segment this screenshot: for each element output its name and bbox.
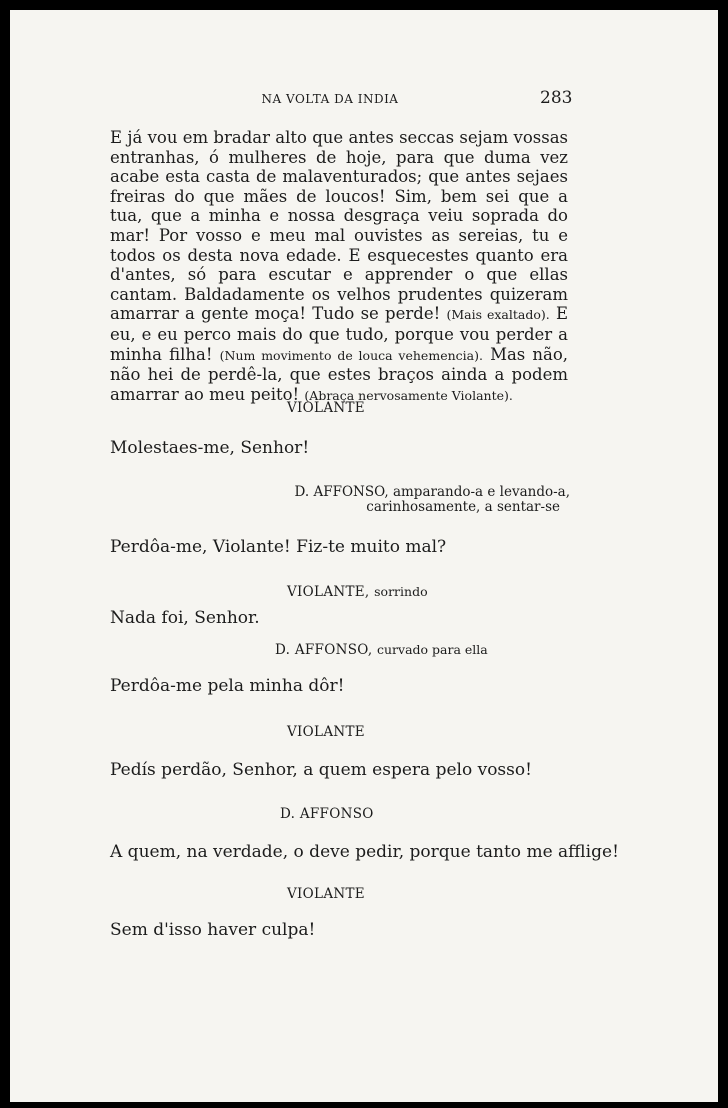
speaker-heading bbox=[280, 485, 570, 515]
speaker-heading bbox=[287, 584, 428, 600]
prose-paragraph bbox=[110, 128, 568, 405]
dialogue-line: Perdôa-me, Violante! Fiz-te muito mal? bbox=[110, 537, 447, 557]
speaker-heading bbox=[275, 642, 488, 658]
dialogue-line: Molestaes-me, Senhor! bbox=[110, 438, 310, 458]
book-page bbox=[10, 10, 718, 1102]
stage-direction: sorrindo bbox=[374, 584, 428, 599]
dialogue-line: A quem, na verdade, o deve pedir, porque tanto me afflige! bbox=[110, 842, 619, 862]
running-title: NA VOLTA DA INDIA bbox=[261, 92, 399, 106]
speaker-name: VIOLANTE bbox=[287, 886, 365, 902]
speaker-name: D. AFFONSO, bbox=[294, 484, 389, 500]
speaker-name: D. AFFONSO, bbox=[275, 642, 373, 658]
speaker-name: VIOLANTE bbox=[287, 400, 365, 416]
prose-text: E eu, e eu perco mais do que tudo, porque vou perder a minha filha! bbox=[110, 304, 569, 364]
prose-text: Mas não, não hei de perdê-la, que estes braços ainda a podem amarrar ao meu peito! bbox=[110, 344, 569, 404]
stage-direction: (Num movimento de louca vehemencia). bbox=[219, 347, 483, 363]
page-number: 283 bbox=[540, 88, 573, 108]
dialogue-line: Perdôa-me pela minha dôr! bbox=[110, 676, 345, 696]
prose-text: E já vou em bradar alto que antes seccas sejam vossas entranhas, ó mulheres de hoje, para que duma vez acabe esta casta de malaventurados; que antes sejaes freiras do que mães de loucos! Sim, bem sei que a tua, que a minha e nossa desgraça veiu soprada do mar! Por vosso e meu mal ouvistes as sereias, tu e todos os desta nova edade. E esquecestes quanto era d'antes, só para escutar e apprender o que ellas cantam. Baldadamente os velhos prudentes quizeram amarrar a gente moça! Tudo se perde! bbox=[110, 128, 568, 324]
speaker-name: VIOLANTE bbox=[287, 724, 365, 740]
stage-direction: (Abraça nervosamente Violante). bbox=[304, 387, 513, 403]
dialogue-line: Sem d'isso haver culpa! bbox=[110, 920, 316, 940]
speaker-name: VIOLANTE, bbox=[287, 584, 370, 600]
dialogue-line: Pedís perdão, Senhor, a quem espera pelo vosso! bbox=[110, 760, 532, 780]
stage-direction: (Mais exaltado). bbox=[446, 307, 550, 323]
stage-direction: curvado para ella bbox=[377, 642, 488, 657]
stage-direction: carinhosamente, a sentar-se bbox=[366, 499, 560, 515]
dialogue-line: Nada foi, Senhor. bbox=[110, 608, 260, 628]
stage-direction: amparando-a e levando-a, bbox=[392, 484, 570, 500]
speaker-name: D. AFFONSO bbox=[280, 806, 374, 822]
